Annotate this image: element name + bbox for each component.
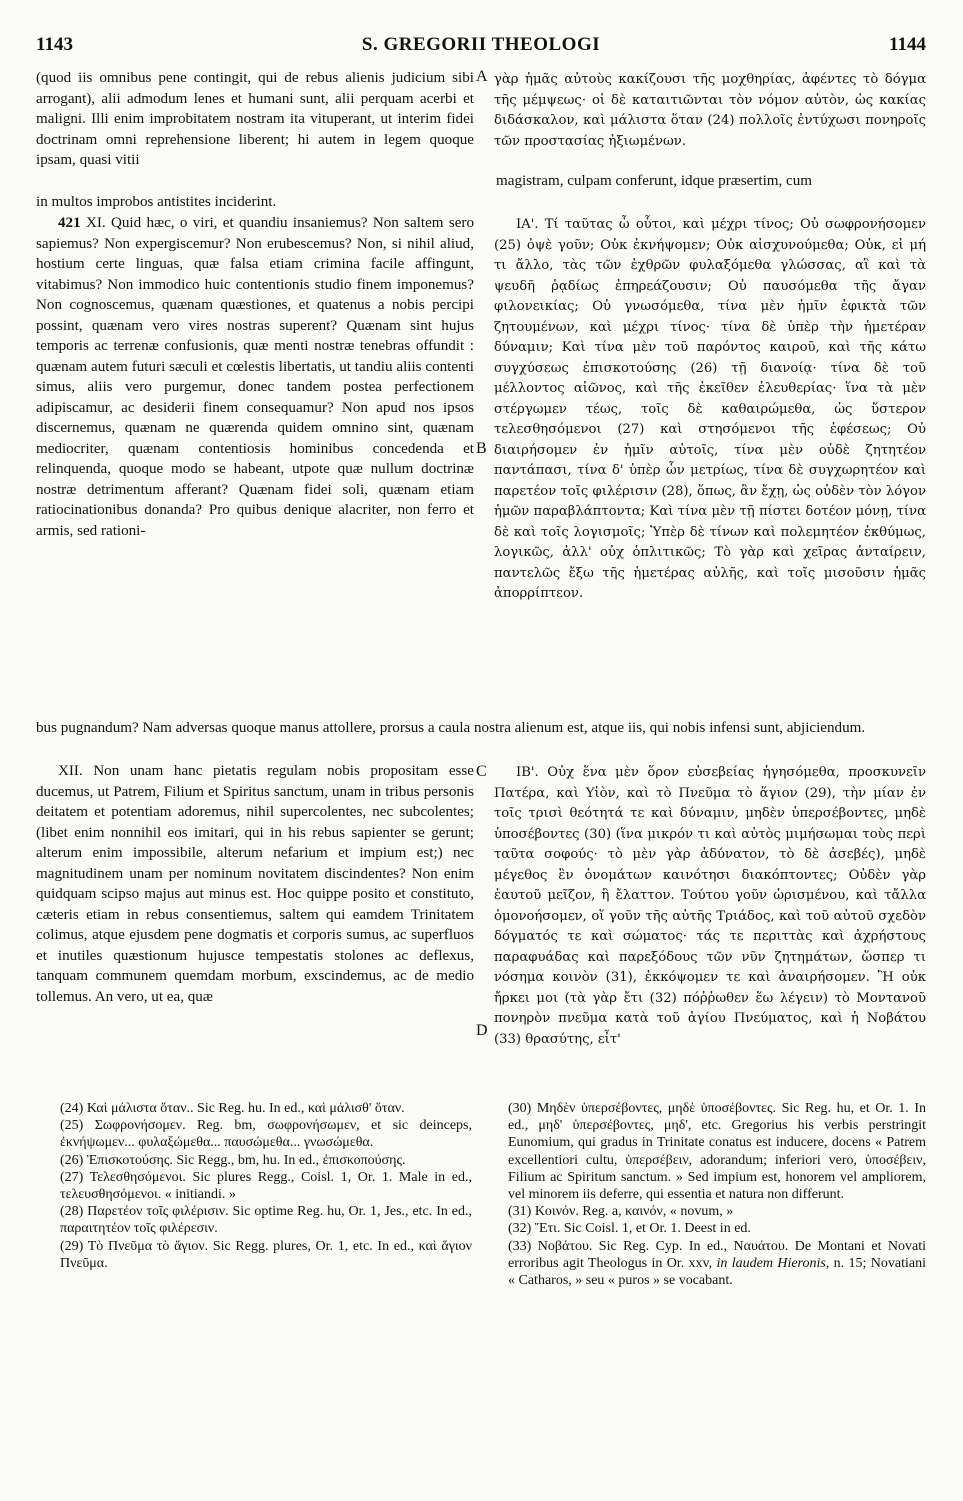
latin-text: (quod iis omnibus pene contingit, qui de rebus alienis judicium sibi arrogant), alii admodum lenes et humani sunt, alii perquam acerbi et maligni. Illi enim improbitatem nostram ita vituperant, ut interim fidei doctrinam omni reprehensione liberent; hi autem in legem quoque ipsam, quasi vitii — [36, 70, 474, 168]
footnotes-left — [60, 1100, 472, 1272]
column-number-marker: 421 — [58, 215, 81, 231]
chapter-xi-tail — [36, 718, 926, 739]
footnote-30: (30) Μηδὲν ὑπερσέβοντες, μηδὲ ὑποσέβοντες. Sic Reg. hu, et Or. 1. In ed., μηδ' ὑπερσέβοντες, μηδ', etc. Gregorius his verbis perstringit Eunomium, qui gradus in Trinitate conatus est inducere, docens « Patrem excellentiori cultu, ὑπερσέβειν, adorandum; inferiori vero, ὑποσέβειν, Filium ac Spiritum sanctum. » Sed impium est, honorem vel ampliorem, vel minorem iis deferre, qui essentia et natura non differunt. — [508, 1101, 926, 1203]
greek-chapter-xi-text: ΙΑ'. Τί ταῦτας ὦ οὗτοι, καὶ μέχρι τίνος; Οὐ σωφρονήσομεν (25) ὀψὲ γοῦν; Οὐκ ἐκνήψομεν; Οὐκ αἰσχυνούμεθα; Οὐκ, εἰ μή τι ἄλλο, τὰς τῶν ἐχθρῶν φυλαξόμεθα γλώσσας, αἳ καὶ τὰ ψευδῆ ῥᾳδίως ἐπηρεάζουσιν; Οὐ παυσόμεθα τῆς ἄγαν φιλονεικίας; Οὐ γνωσόμεθα, τίνα μὲν ἡμῖν ἐφικτὰ τῶν ζητουμένων, καὶ μέχρι τίνος· τίνα δὲ ὑπὲρ τὴν ἡμετέραν δύναμιν; Καὶ τίνα μὲν τοῦ παρόντος καιροῦ, καὶ τῆς κάτω συγχύσεως ἐπισκοτούσης (26) τῇ διανοίᾳ· τίνα δὲ τοῦ μέλλοντος αἰῶνος, καὶ τῆς ἐκεῖθεν ἐλευθερίας· ἵνα τὰ μὲν στέργωμεν τέως, τοῖς δὲ καθαιρώμεθα, ὡς ὕστερον τελεσθησόμενοι (27) καὶ στησόμενοι τῆς ἐφέσεως; Οὐ διαιρήσομεν ἐν ἡμῖν αὐτοῖς, τίνα μὲν οὐδὲ ζητητέον παντάπασι, τίνα δ' ὑπὲρ ὧν μετρίως, τίνα δὲ συγχωρητέον καὶ παρετέον τοῖς φιλέρισιν (28), ὅπως, ἂν ἔχῃ, ὡς οὐδὲν τὸν λόγον ἡμῶν παραβλάπτοντα; Καὶ τίνα μὲν τῇ πίστει δοτέον μόνῃ, τίνα δὲ καὶ τοῖς λογισμοῖς; Ὑπὲρ δὲ τίνων καὶ πολεμητέον ἐκθύμως, λογικῶς, ἀλλ' οὐχ ὁπλιτικῶς; Τὸ γὰρ καὶ χεῖρας ἀνταίρειν, παντελῶς ἔξω τῆς ἡμετέρας αὐλῆς, καὶ τοῖς μισοῦσιν ἡμᾶς ἀπορρίπτεον. — [494, 217, 926, 601]
latin-chapter-xii — [36, 761, 474, 1007]
latin-chapter-xii-text: XII. Non unam hanc pietatis regulam nobis propositam esse ducemus, ut Patrem, Filium et Spiritus sanctum, unam in tribus personis deitatem et potentiam adoremus, nihil supercolentes, nec subcolentes; (libet enim nonnihil eos imitari, qui in his rebus sapienter se gerunt; alterum enim impossibile, alterum nefarium et impium est;) nec magnitudinem unam per nominum novitatem discindentes? Non enim quidquam scipso majus aut minus est. Hoc quippe posito et constituto, cæteris etiam in rebus consentiemus, saltem qui eamdem Trinitatem colimus, atque ejusdem pene dogmatis et corporis sumus, ac superfluos et inutiles quæstionum hujusce tempestatis stolones ac deflexus, tanquam communem quemdam morbum, exscindemus, ac de medio tollemus. An vero, ut ea, quæ — [36, 763, 474, 1005]
footnote-29: (29) Τὸ Πνεῦμα τὸ ἅγιον. Sic Regg. plures, Or. 1, etc. In ed., καὶ ἅγιον Πνεῦμα. — [60, 1238, 472, 1271]
latin-chapter-xi-text: XI. Quid hæc, o viri, et quandiu insaniemus? Non saltem sero sapiemus? Non expergiscemur? Non erubescemus? Non, si nihil aliud, hostium certe linguas, quæ falsa etiam crimina facile affingunt, vitabimus? Non immodico huic contentionis studio finem imponemus? Non cognoscemus, quænam quæstiones, et quatenus a nobis percipi possint, quænam vero vires nostras superent? Quænam sint hujus temporis ac terrenæ confusionis, quæ menti nostræ tenebras offundit : quænam autem futuri sæculi et cœlestis libertatis, ut tandiu aliis contenti simus, aliis vero purgemur, donec tandem postea perfectionem adipiscamur, ac desiderii finem consequamur? Non apud nos ipsos discernemus, quænam ne quærenda quidem omnino sint, quænam mediocriter, quænam contentiosis hominibus concedenda et relinquenda, quoque modo se habeant, utpote quæ nullum doctrinæ nostræ detrimentum afferant? Quænam fidei soli, quænam etiam ratiocinationibus donanda? Pro quibus denique alacriter, non ferro et armis, sed rationi- — [36, 215, 474, 539]
footnote-33 — [508, 1238, 926, 1290]
latin-chapter-xi — [36, 213, 474, 541]
footnote-33-end: , n. 15; Novatiani « Catharos, » seu « puros » se vocabant. — [508, 1255, 926, 1289]
column-number-right: 1144 — [889, 34, 926, 55]
footnote-26: (26) Ἐπισκοτούσης. Sic Regg., bm, hu. In ed., ἐπισκοπούσης. — [60, 1152, 406, 1168]
margin-letter-b: B — [476, 440, 487, 457]
latin-continuation — [496, 171, 926, 192]
footnote-32: (32) Ἔτι. Sic Coisl. 1, et Or. 1. Deest in ed. — [508, 1221, 751, 1237]
chapter-xi-tail-text: bus pugnandum? Nam adversas quoque manus attollere, prorsus a caula nostra alienum est, atque iis, qui nobis infensi sunt, abjiciendum. — [36, 720, 866, 736]
footnote-33-title: in laudem Hieronis — [716, 1255, 826, 1271]
column-number-left: 1143 — [36, 34, 73, 55]
latin-conclusion — [36, 192, 926, 213]
footnote-25: (25) Σωφρονήσομεν. Reg. bm, σωφρονήσωμεν, et sic deinceps, ἐκνήψωμεν... φυλαξώμεθα... παυσώμεθα... γνωσώμεθα. — [60, 1118, 472, 1151]
page-header — [36, 34, 926, 58]
footnote-28: (28) Παρετέον τοῖς φιλέρισιν. Sic optime Reg. hu, Or. 1, Jes., etc. In ed., παραιτητέον τοῖς φιλέρεσιν. — [60, 1204, 472, 1237]
latin-text-conclusion: in multos improbos antistites inciderint. — [36, 194, 277, 210]
greek-chapter-xi — [494, 215, 926, 605]
greek-text: γὰρ ἡμᾶς αὐτοὺς κακίζουσι τῆς μοχθηρίας, ἀφέντες τὸ δόγμα τῆς μέμψεως· οἱ δὲ καταιτιῶνται τὸν νόμον αὐτὸν, ὡς κακίας διδάσκαλον, καὶ μάλιστα ὅταν (24) πολλοῖς ἐντύχωσι πονηροῖς τῶν προστασίας ἠξιωμένων. — [494, 72, 926, 149]
latin-paragraph-intro — [36, 68, 474, 171]
running-title: S. GREGORII THEOLOGI — [361, 34, 601, 55]
footnote-31: (31) Κοινόν. Reg. a, καινόν, « novum, » — [508, 1204, 734, 1220]
footnotes-right — [508, 1100, 926, 1289]
footnote-27: (27) Τελεσθησόμενοι. Sic plures Regg., Coisl. 1, Or. 1. Male in ed., τελευσθησόμενοι. « initiandi. » — [60, 1169, 472, 1203]
greek-paragraph-intro — [494, 70, 926, 152]
footnote-24: (24) Καὶ μάλιστα ὅταν.. Sic Reg. hu. In ed., καὶ μάλισθ' ὅταν. — [60, 1101, 405, 1116]
margin-letter-d: D — [476, 1022, 488, 1039]
margin-letter-a: A — [476, 68, 488, 85]
greek-chapter-xii-text: ΙΒ'. Οὐχ ἕνα μὲν ὅρον εὐσεβείας ἡγησόμεθα, προσκυνεῖν Πατέρα, καὶ Υἱὸν, καὶ τὸ Πνεῦμα τὸ ἅγιον (29), τὴν μίαν ἐν τοῖς τρισὶ θεότητά τε καὶ δύναμιν, μηδὲν ὑπερσέβοντες, μηδὲ ὑποσέβοντες (30) (ἵνα μικρόν τι καὶ αὐτὸς μιμήσωμαι τοὺς περὶ ταῦτα σοφούς· τὸ μὲν γὰρ ἀδύνατον, τὸ δὲ ἀσεβές), μηδὲ μέγεθος ἓν ὀνομάτων καινότησι διακόπτοντες; Οὐδὲν γὰρ ἑαυτοῦ μεῖζον, ἢ ἔλαττον. Τούτου γοῦν ὡρισμένου, καὶ τἄλλα ὁμονοήσομεν, οἵ γοῦν τῆς αὐτῆς Τριάδος, καὶ τοῦ αὐτοῦ σχεδὸν δόγματός τε καὶ σώματος· τάς τε περιττὰς καὶ ἀχρήστους παραφυάδας καὶ παρεξόδους τῶν νῦν ζητημάτων, ὥσπερ τι νόσημα κοινὸν (31), ἐκκόψομεν τε καὶ ἀναιρήσομεν. Ἢ οὐκ ἤρκει μοι (τὰ γὰρ ἔτι (32) πόῤῥωθεν ἕω λέγειν) τὸ Μοντανοῦ πονηρὸν πνεῦμα κατὰ τοῦ ἁγίου Πνεύματος, καὶ ἡ Νοβάτου (33) θρασύτης, εἶτ' — [494, 765, 926, 1047]
latin-text-tail: magistram, culpam conferunt, idque præsertim, cum — [496, 173, 813, 189]
greek-chapter-xii — [494, 763, 926, 1050]
footnote-33-text: (33) Νοβάτου. Sic Reg. Cyp. In ed., Ναυάτου. De Montani et Novati erroribus agit Theologus in Or. xxv, — [508, 1238, 926, 1271]
margin-letter-c: C — [476, 763, 487, 780]
